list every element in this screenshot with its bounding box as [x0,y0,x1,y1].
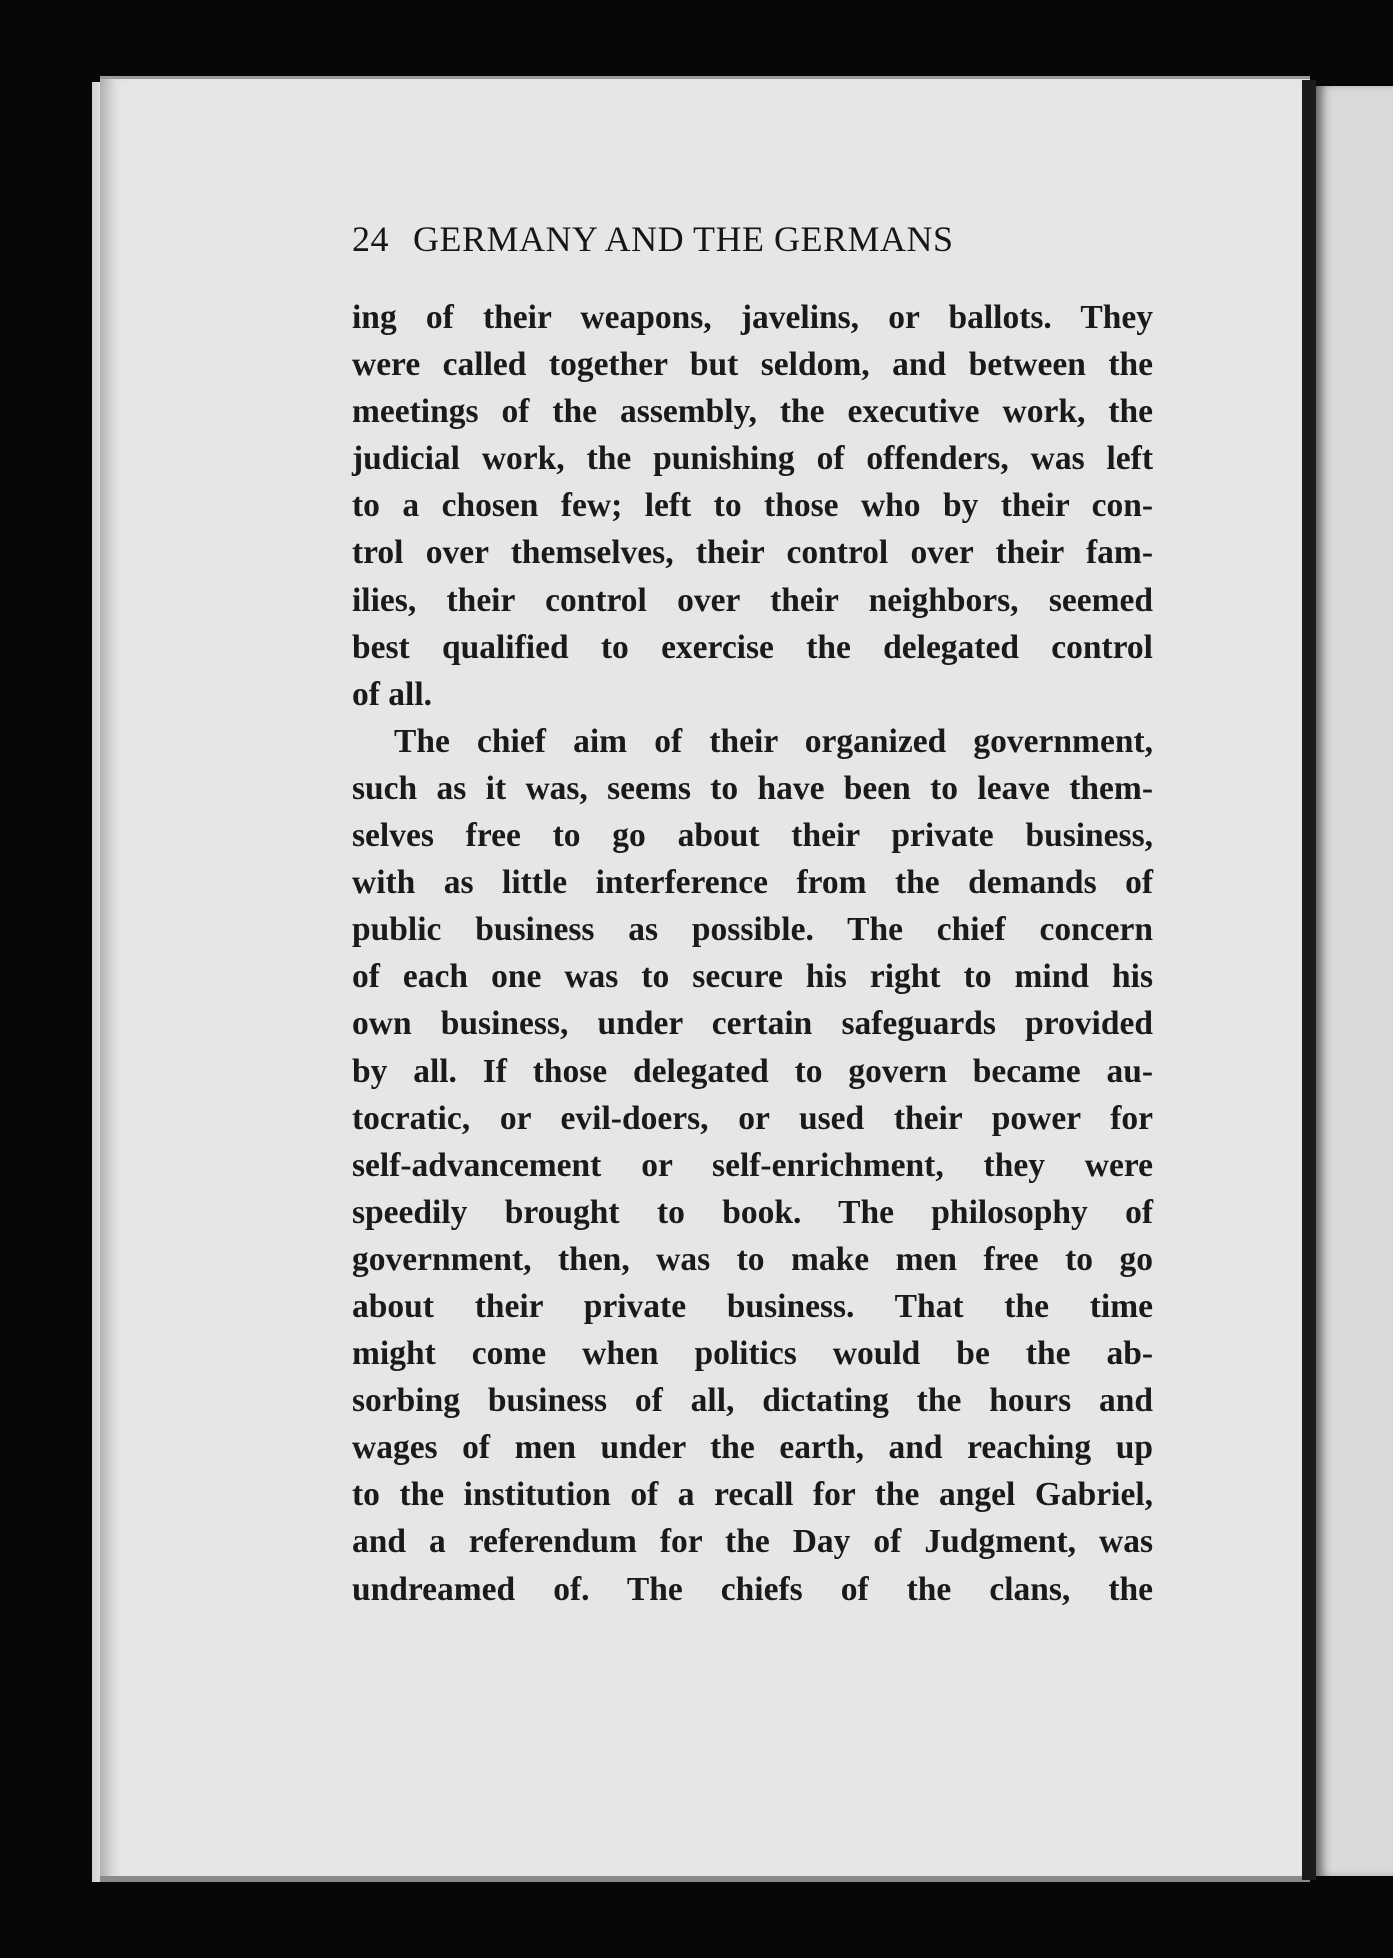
text-line: such as it was, seems to have been to leave them- [352,769,1153,807]
text-line: trol over themselves, their control over their fam- [352,534,1153,572]
text-line: of all. [352,675,433,713]
text-line: to the institution of a recall for the angel Gabriel, [352,1476,1153,1514]
text-line: tocratic, or evil-doers, or used their power for [352,1099,1153,1137]
text-line: ilies, their control over their neighbors, seemed [352,581,1153,619]
text-line: own business, under certain safeguards provided [352,1005,1153,1043]
text-line: selves free to go about their private business, [352,817,1153,855]
text-line: to a chosen few; left to those who by their con- [352,487,1153,525]
page-number: 24 [352,219,389,259]
text-line: wages of men under the earth, and reaching up [352,1429,1153,1467]
text-line: about their private business. That the time [352,1287,1153,1325]
page-bottom-edge [100,1876,1310,1882]
text-line: best qualified to exercise the delegated control [352,628,1153,666]
text-line: public business as possible. The chief concern [352,911,1153,949]
running-title: GERMANY AND THE GERMANS [413,219,954,259]
text-line: speedily brought to book. The philosophy of [352,1193,1153,1231]
text-line: government, then, was to make men free to go [352,1240,1153,1278]
text-line: might come when politics would be the ab- [352,1335,1153,1373]
text-line: sorbing business of all, dictating the hours and [352,1382,1153,1420]
running-head [352,218,1152,260]
facing-page-sliver [1316,86,1393,1876]
body-text [352,294,1153,1613]
text-line: self-advancement or self-enrichment, they were [352,1146,1153,1184]
text-line: by all. If those delegated to govern became au- [352,1052,1153,1090]
text-line: and a referendum for the Day of Judgment, was [352,1523,1153,1561]
text-line: were called together but seldom, and between the [352,346,1153,384]
text-line: undreamed of. The chiefs of the clans, the [352,1570,1153,1608]
text-line: meetings of the assembly, the executive work, the [352,393,1153,431]
text-line: of each one was to secure his right to mind his [352,958,1153,996]
text-line: ing of their weapons, javelins, or ballots. They [352,299,1153,336]
text-line: judicial work, the punishing of offenders, was left [352,440,1153,478]
text-line: The chief aim of their organized government, [394,722,1153,760]
text-line: with as little interference from the demands of [352,864,1153,902]
book-gutter [1302,80,1316,1880]
